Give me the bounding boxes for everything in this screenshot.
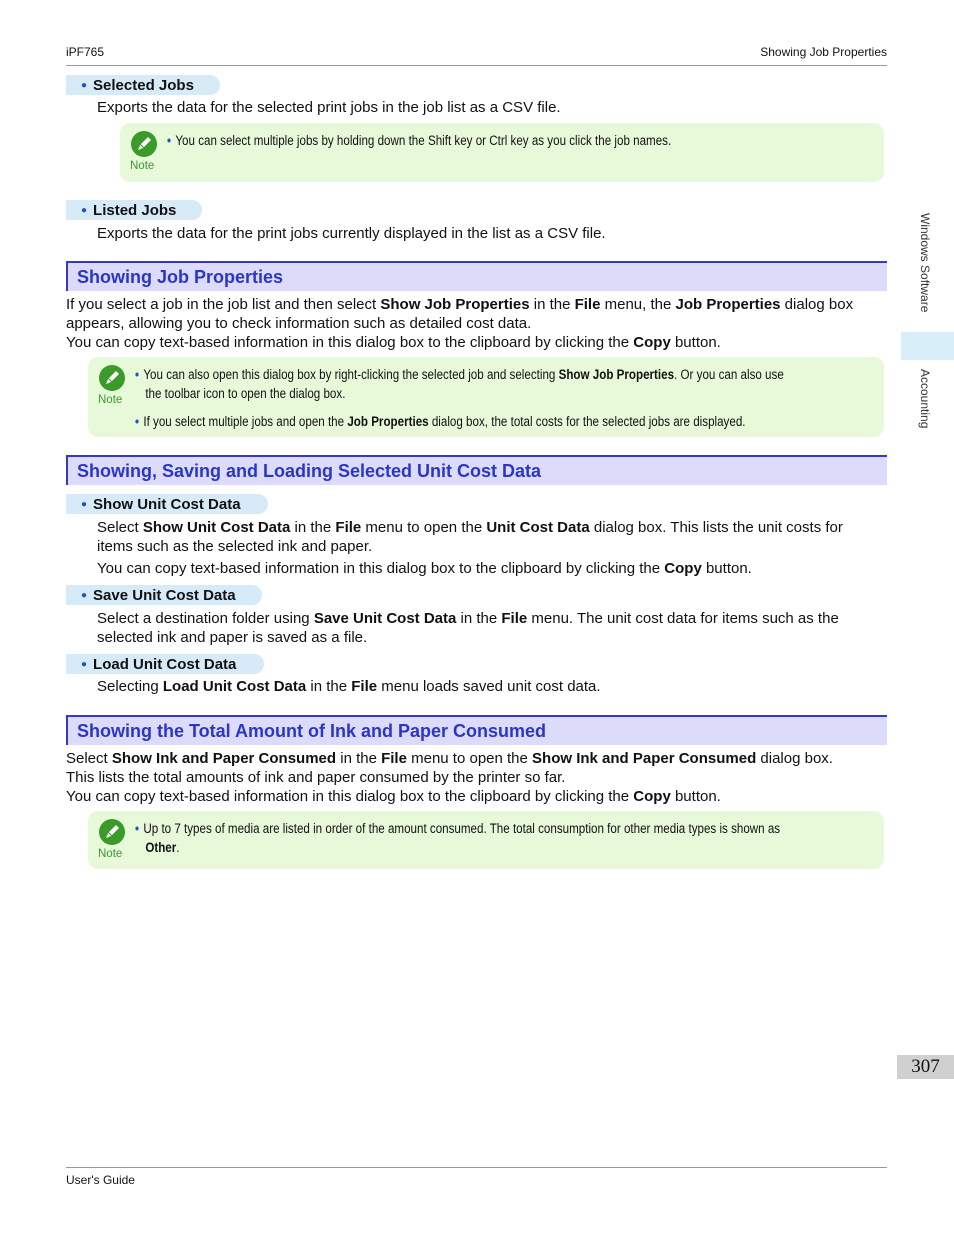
bullet-icon: ● [81, 79, 88, 91]
load-unit-cost-text: Selecting Load Unit Cost Data in the File menu loads saved unit cost data. [97, 678, 601, 695]
selected-jobs-heading [66, 75, 220, 95]
note-box [88, 811, 884, 869]
bullet-icon: ● [81, 589, 88, 601]
section-title: Showing, Saving and Loading Selected Unit Cost Data [77, 461, 542, 481]
header-rule [66, 65, 887, 66]
bullet-icon: • [167, 133, 172, 148]
show-unit-cost-label: Show Unit Cost Data [93, 495, 241, 513]
listed-jobs-heading [66, 200, 202, 220]
side-tab-windows-software[interactable]: Windows Software [918, 213, 932, 313]
note-box [120, 123, 884, 182]
bullet-icon: ● [81, 658, 88, 670]
bullet-icon: ● [81, 498, 88, 510]
show-unit-cost-text: Select Show Unit Cost Data in the File menu to open the Unit Cost Data dialog box. This lists the unit costs for items such as the selected ink and paper. You can copy text-based information in this dialog box to the clipboard by clicking the Copy button. [97, 519, 843, 577]
section3-paragraph: Select Show Ink and Paper Consumed in the File menu to open the Show Ink and Paper Consumed dialog box. This lists the total amounts of ink and paper consumed by the printer so far. You can copy text-based information in this dialog box to the clipboard by clicking the Copy button. [66, 750, 833, 805]
footer-guide-name: User's Guide [66, 1173, 135, 1187]
note-pencil-icon [99, 365, 125, 391]
section-heading-unit-cost [66, 455, 887, 485]
load-unit-cost-heading [66, 654, 264, 674]
listed-jobs-label: Listed Jobs [93, 201, 177, 219]
note-pencil-icon [131, 131, 157, 157]
note-label: Note [98, 394, 123, 406]
selected-jobs-text: Exports the data for the selected print jobs in the job list as a CSV file. [97, 99, 561, 116]
load-unit-cost-label: Load Unit Cost Data [93, 655, 237, 673]
note-label: Note [130, 160, 155, 172]
note-item: • Up to 7 types of media are listed in order of the amount consumed. The total consumption for other media types is shown as Other. [135, 821, 781, 855]
save-unit-cost-text: Select a destination folder using Save Unit Cost Data in the File menu. The unit cost data for items such as the selected ink and paper is saved as a file. [97, 610, 839, 646]
note-item: • You can select multiple jobs by holding down the Shift key or Ctrl key as you click the job names. [167, 133, 672, 148]
section-heading-ink-paper [66, 715, 887, 745]
save-unit-cost-label: Save Unit Cost Data [93, 586, 236, 604]
note-item: • You can also open this dialog box by right-clicking the selected job and selecting Show Job Properties. Or you can also use the toolbar icon to open the dialog box. • If you select multiple jobs and open the Job Properties dialog box, the total costs for the selected jobs are displayed. [135, 367, 784, 429]
show-unit-cost-heading [66, 494, 268, 514]
bullet-icon: ● [81, 204, 88, 216]
save-unit-cost-heading [66, 585, 262, 605]
section-title: Showing Job Properties [77, 267, 284, 287]
note-pencil-icon [99, 819, 125, 845]
side-tab-accounting[interactable]: Accounting [918, 369, 932, 429]
header-product: iPF765 [66, 45, 105, 59]
section-title: Showing the Total Amount of Ink and Paper Consumed [77, 721, 547, 741]
note-label: Note [98, 848, 123, 860]
note-box [88, 357, 884, 437]
header-section: Showing Job Properties [760, 45, 887, 59]
section1-paragraph: If you select a job in the job list and then select Show Job Properties in the File menu, the Job Properties dialog box appears, allowing you to check information such as detailed cost data. You can copy text-based information in this dialog box to the clipboard by clicking the Copy button. [66, 296, 854, 351]
side-tab-highlight [901, 332, 954, 360]
bullet-icon: • [135, 367, 140, 382]
page-number: 307 [897, 1055, 954, 1079]
bullet-icon: • [135, 414, 140, 429]
listed-jobs-text: Exports the data for the print jobs currently displayed in the list as a CSV file. [97, 225, 606, 242]
selected-jobs-label: Selected Jobs [93, 76, 194, 94]
section-heading-job-properties [66, 261, 887, 291]
footer-rule [66, 1167, 887, 1168]
bullet-icon: • [135, 821, 140, 836]
